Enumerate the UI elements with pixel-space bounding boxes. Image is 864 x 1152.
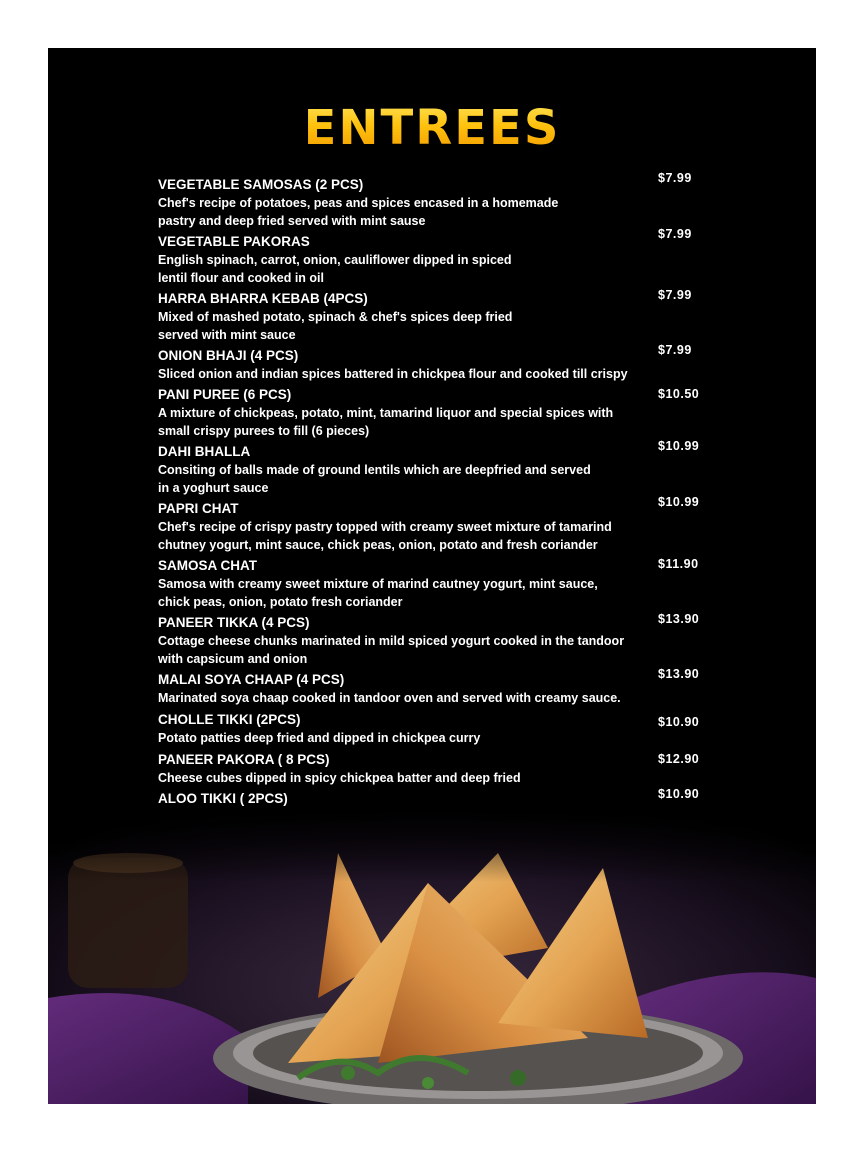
item-name: DAHI BHALLA xyxy=(158,444,251,459)
item-description xyxy=(158,518,758,554)
description-line: Potato patties deep fried and dipped in chickpea curry xyxy=(158,731,481,745)
menu-title: ENTREES xyxy=(48,100,816,156)
item-name: MALAI SOYA CHAAP (4 PCS) xyxy=(158,672,345,687)
item-description xyxy=(158,769,758,787)
description-line: Samosa with creamy sweet mixture of marind cautney yogurt, mint sauce, xyxy=(158,577,598,591)
item-description xyxy=(158,251,758,287)
description-line: Cheese cubes dipped in spicy chickpea batter and deep fried xyxy=(158,771,521,785)
item-description xyxy=(158,689,758,707)
item-price: $7.99 xyxy=(658,171,692,185)
description-line: Consiting of balls made of ground lentils which are deepfried and served xyxy=(158,463,591,477)
item-price: $10.99 xyxy=(658,495,700,509)
item-name: HARRA BHARRA KEBAB (4PCS) xyxy=(158,291,368,306)
description-line: Cottage cheese chunks marinated in mild spiced yogurt cooked in the tandoor xyxy=(158,634,625,648)
description-line: small crispy purees to fill (6 pieces) xyxy=(158,424,370,438)
item-name: PANEER TIKKA (4 PCS) xyxy=(158,615,310,630)
description-line: pastry and deep fried served with mint sause xyxy=(158,214,426,228)
description-line: chutney yogurt, mint sauce, chick peas, onion, potato and fresh coriander xyxy=(158,538,598,552)
item-description xyxy=(158,461,758,497)
item-name: VEGETABLE SAMOSAS (2 PCS) xyxy=(158,177,364,192)
item-price: $11.90 xyxy=(658,557,699,571)
item-name: CHOLLE TIKKI (2PCS) xyxy=(158,712,301,727)
item-name: VEGETABLE PAKORAS xyxy=(158,234,310,249)
item-name: PAPRI CHAT xyxy=(158,501,239,516)
item-price: $7.99 xyxy=(658,227,692,241)
item-price: $10.90 xyxy=(658,787,700,801)
item-price: $10.90 xyxy=(658,715,700,729)
description-line: chick peas, onion, potato fresh coriander xyxy=(158,595,403,609)
description-line: with capsicum and onion xyxy=(158,652,308,666)
description-line: Mixed of mashed potato, spinach & chef's spices deep fried xyxy=(158,310,513,324)
samosa-photo xyxy=(48,808,816,1104)
item-price: $7.99 xyxy=(658,343,692,357)
item-price: $13.90 xyxy=(658,667,700,681)
item-price: $10.50 xyxy=(658,387,700,401)
item-price: $12.90 xyxy=(658,752,700,766)
item-name: PANEER PAKORA ( 8 PCS) xyxy=(158,752,330,767)
description-line: Sliced onion and indian spices battered in chickpea flour and cooked till crispy xyxy=(158,367,628,381)
item-description xyxy=(158,194,758,230)
menu-page xyxy=(48,48,816,1104)
item-description xyxy=(158,729,758,747)
description-line: served with mint sauce xyxy=(158,328,296,342)
item-price: $10.99 xyxy=(658,439,700,453)
description-line: Chef's recipe of crispy pastry topped with creamy sweet mixture of tamarind xyxy=(158,520,612,534)
description-line: A mixture of chickpeas, potato, mint, tamarind liquor and special spices with xyxy=(158,406,614,420)
item-description xyxy=(158,308,758,344)
description-line: in a yoghurt sauce xyxy=(158,481,269,495)
item-description xyxy=(158,404,758,440)
item-name: ALOO TIKKI ( 2PCS) xyxy=(158,791,288,806)
item-name: PANI PUREE (6 PCS) xyxy=(158,387,292,402)
item-description xyxy=(158,632,758,668)
description-line: Marinated soya chaap cooked in tandoor oven and served with creamy sauce. xyxy=(158,691,621,705)
item-price: $7.99 xyxy=(658,288,692,302)
item-price: $13.90 xyxy=(658,612,700,626)
item-description xyxy=(158,575,758,611)
description-line: English spinach, carrot, onion, cauliflower dipped in spiced xyxy=(158,253,512,267)
description-line: Chef's recipe of potatoes, peas and spices encased in a homemade xyxy=(158,196,559,210)
item-description xyxy=(158,365,758,383)
description-line: lentil flour and cooked in oil xyxy=(158,271,324,285)
item-name: ONION BHAJI (4 PCS) xyxy=(158,348,299,363)
item-name: SAMOSA CHAT xyxy=(158,558,257,573)
